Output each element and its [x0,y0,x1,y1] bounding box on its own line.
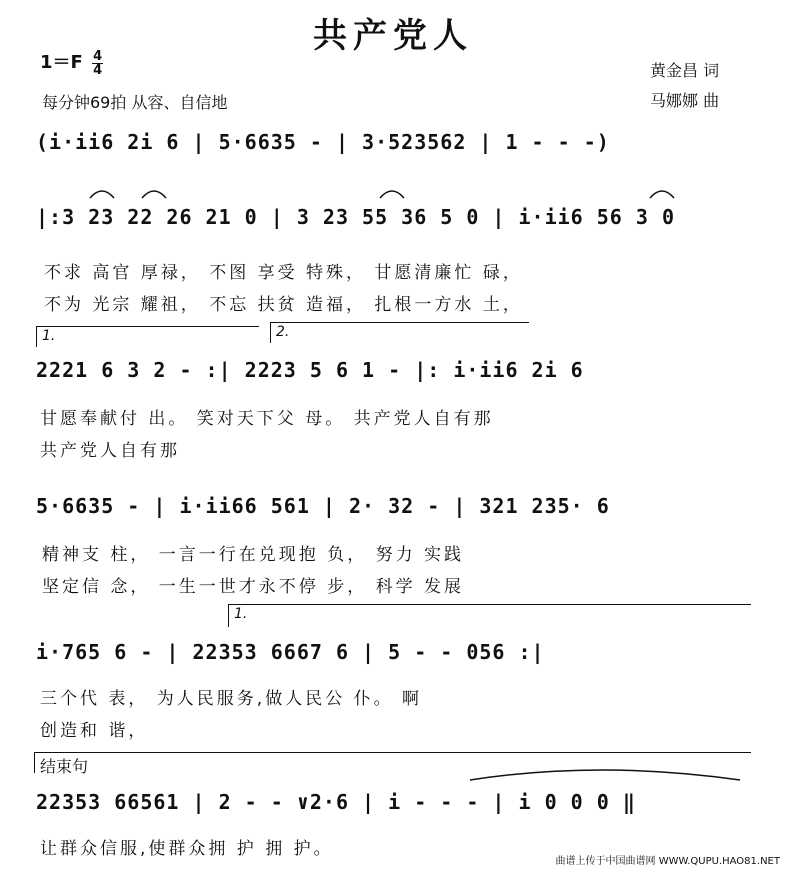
volta-first-b [228,604,751,627]
ending-label: 结束句 [40,757,89,776]
row-2-lyric-2: 不为 光宗 耀祖， 不忘 扶贫 造福， 扎根一方水 土， [44,295,523,315]
row-4-lyric-2: 坚定信 念， 一生一世才永不停 步， 科学 发展 [42,577,465,597]
row-5-lyric-2: 创造和 谐， [40,721,149,741]
composer-credit: 马娜娜 曲 [650,91,720,110]
song-title: 共产党人 [313,16,473,56]
time-unit: 4 [93,62,103,78]
time-beats: 4 [93,48,103,64]
volta-first-b-label: 1. [234,606,248,622]
row-6-ties [460,760,750,784]
row-3-lyric-2: 共产党人自有那 [40,441,180,461]
score-row-3: 2221 6 3 2 - :| 2223 5 6 1 - |: i·ii6 2i 6 [36,358,584,382]
volta-second-label: 2. [276,324,290,340]
volta-second [270,322,529,343]
key-signature [40,48,103,77]
score-row-4: 5·6635 - | i·ii66 561 | 2· 32 - | 321 235· 6 [36,494,610,518]
row-3-lyric-1: 甘愿奉献付 出。 笑对天下父 母。 共产党人自有那 [40,409,494,429]
tempo-marking: 每分钟69拍 从容、自信地 [42,93,228,112]
row-6-lyric-1: 让群众信服,使群众拥 护 拥 护。 [40,839,334,859]
row-2-lyric-1: 不求 高官 厚禄， 不图 享受 特殊， 甘愿清廉忙 碌， [44,263,523,283]
row-5-lyric-1: 三个代 表， 为人民服务,做人民公 仆。 啊 [40,689,423,709]
key-label: 1＝F [40,52,83,73]
time-signature [92,50,103,77]
score-row-2: |:3 23 22 26 21 0 | 3 23 55 36 5 0 | i·ii6 56 3 0 [36,205,676,229]
volta-first-label: 1. [42,328,56,344]
score-row-6: 22353 66561 | 2 - - ∨2·6 | i - - - | i 0 0 0 ‖ [36,790,636,814]
row-2-ties [80,182,740,202]
score-row-1: (i·ii6 2i 6 | 5·6635 - | 3·523562 | 1 - - -) [36,130,610,154]
watermark: 曲谱上传于中国曲谱网 WWW.QUPU.HAO81.NET [555,856,780,867]
row-4-lyric-1: 精神支 柱， 一言一行在兑现抱 负， 努力 实践 [42,545,465,565]
lyricist-credit: 黄金昌 词 [650,61,720,80]
volta-first [36,326,259,347]
score-row-5: i·765 6 - | 22353 6667 6 | 5 - - 056 :| [36,640,545,664]
